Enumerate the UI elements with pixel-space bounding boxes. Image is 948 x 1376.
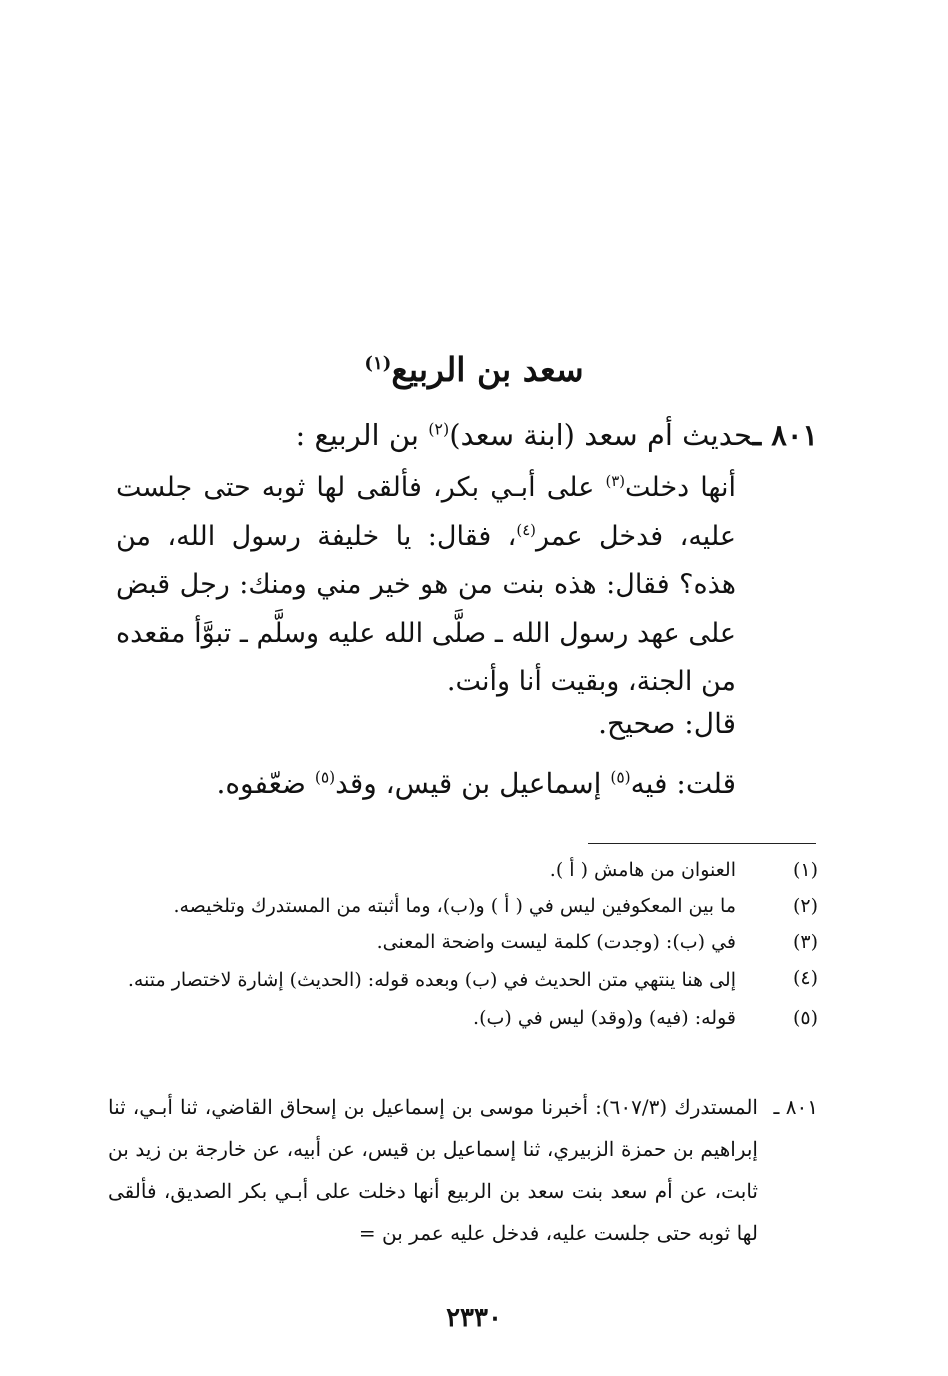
title-text: سعد بن الربيع xyxy=(391,350,584,389)
footnote-item xyxy=(118,960,818,1000)
footnote-text: العنوان من هامش ( أ ). xyxy=(549,859,736,881)
source-note xyxy=(108,1086,818,1254)
qultu-b: إسماعيل بن قيس، وقد xyxy=(335,767,602,800)
footnote-ref-3: (٣) xyxy=(605,472,626,490)
source-text: المستدرك (٦٠٧/٣): أخبرنا موسى بن إسماعيل بن إسحاق القاضي، ثنا أبـي، ثنا إبراهيم بن حمزة الزبيري، ثنا إسماعيل بن قيس، عن أبيه، عن خارجة بن زيد بن ثابت، عن أم سعد بنت سعد بن الربيع أنها دخلت على أبـي بكر الصديق، فألقى لها ثوبه حتى جلست عليه، فدخل عليه عمر بن = xyxy=(108,1095,758,1245)
source-number: ٨٠١ ـ xyxy=(773,1095,818,1119)
hadith-heading xyxy=(118,412,818,458)
hadith-heading-b: بن الربيع : xyxy=(295,418,419,452)
footnote-number: (٢) xyxy=(792,895,818,917)
page-number: ٢٣٣٠ xyxy=(446,1303,502,1333)
hadith-text-a: أنها دخلت xyxy=(625,472,736,503)
qultu-c: ضعّفوه. xyxy=(216,767,306,800)
hadith-number: ٨٠١ ـ xyxy=(752,418,818,452)
footnote-item xyxy=(118,924,818,960)
footnote-text: قوله: (فيه) و(وقد) ليس في (ب). xyxy=(473,1007,736,1029)
footnote-number: (٤) xyxy=(792,967,818,989)
footnote-text: إلى هنا ينتهي متن الحديث في (ب) وبعده قوله: (الحديث) إشارة لاختصار متنه. xyxy=(127,969,736,991)
footnote-text: ما بين المعكوفين ليس في ( أ ) و(ب)، وما أثبته من المستدرك وتلخيصه. xyxy=(173,895,736,917)
qultu-a: قلت: فيه xyxy=(630,767,736,800)
footnote-number: (١) xyxy=(792,859,818,881)
footnote-item xyxy=(118,1000,818,1036)
hadith-text-b: على أبـي بكر، فألقى لها ثوبه حتى جلست عليه، فدخل عمر xyxy=(116,472,736,552)
hadith-text xyxy=(116,464,736,707)
footnote-item xyxy=(118,888,818,924)
footnote-ref-1: (١) xyxy=(364,353,392,374)
footnote-ref-5b: (٥) xyxy=(314,768,336,787)
footnote-ref-4: (٤) xyxy=(516,520,536,539)
footnote-divider xyxy=(588,843,816,844)
verdict-qala: قال: صحيح. xyxy=(598,707,736,740)
footnote-text: في (ب): (وجدت) كلمة ليست واضحة المعنى. xyxy=(376,931,736,953)
footnote-number: (٣) xyxy=(792,931,818,953)
footnotes xyxy=(118,852,818,1036)
footnote-ref-5a: (٥) xyxy=(610,768,631,787)
footnote-number: (٥) xyxy=(792,1007,818,1029)
footnote-ref-2: (٢) xyxy=(428,419,450,439)
verdict-qultu xyxy=(216,760,736,808)
hadith-heading-paren: (ابنة سعد) xyxy=(449,418,575,452)
section-title xyxy=(0,348,948,392)
hadith-text-c: ، فقال: يا خليفة رسول الله، من هذه؟ فقال: هذه بنت من هو خير مني ومنك: رجل قبض على عهد رسول الله ـ صلَّى الله عليه وسلَّم ـ تبوَّأ مقعده من الجنة، وبقيت أنا وأنت. xyxy=(116,520,736,697)
hadith-heading-a: حديث أم سعد xyxy=(584,418,753,452)
footnote-item xyxy=(118,852,818,888)
